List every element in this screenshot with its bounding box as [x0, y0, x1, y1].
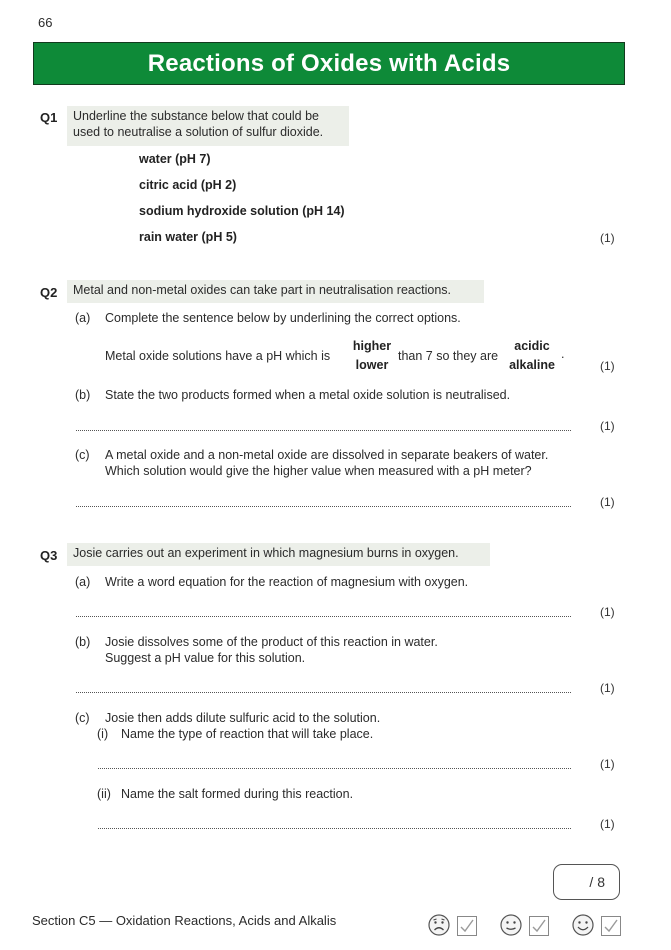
tick-box-icon	[458, 917, 476, 935]
q1-prompt-line1: Underline the substance below that could be	[73, 109, 319, 123]
q3b-label: (b)	[75, 635, 91, 649]
q2c-text-line1: A metal oxide and a non-metal oxide are dissolved in separate beakers of water.	[105, 448, 549, 462]
q2b-text: State the two products formed when a metal oxide solution is neutralised.	[105, 388, 511, 402]
q2b-mark: (1)	[600, 419, 615, 433]
q2c-text-line2: Which solution would give the higher value when measured with a pH meter?	[105, 464, 532, 478]
q2a-choice-group-1	[348, 337, 396, 375]
footer-section-title: Section C5 — Oxidation Reactions, Acids and Alkalis	[32, 913, 337, 928]
q1-option-1[interactable]: water (pH 7)	[139, 152, 211, 166]
score-total: / 8	[589, 874, 605, 890]
q2c-mark: (1)	[600, 495, 615, 509]
q2a-choice-alkaline[interactable]: alkaline	[509, 358, 555, 372]
q3ci-label: (i)	[97, 727, 109, 741]
page-title: Reactions of Oxides with Acids	[147, 49, 511, 77]
q3a-label: (a)	[75, 575, 91, 589]
q2a-choice-higher[interactable]: higher	[352, 339, 392, 353]
q3c-label: (c)	[75, 711, 90, 725]
q2a-label: (a)	[75, 311, 91, 325]
q2a-sentence-mid: than 7 so they are	[398, 349, 499, 363]
q1-prompt-line2: used to neutralise a solution of sulfur dioxide.	[73, 125, 324, 139]
q3a-answer-line[interactable]	[76, 616, 571, 617]
q3b-text-line2: Suggest a pH value for this solution.	[105, 651, 306, 665]
q1-number: Q1	[40, 110, 58, 125]
q2-number: Q2	[40, 285, 58, 300]
q3b-text-line1: Josie dissolves some of the product of this reaction in water.	[105, 635, 438, 649]
q3cii-label: (ii)	[97, 787, 111, 801]
q2a-choice-acidic[interactable]: acidic	[514, 339, 550, 353]
q3cii-text: Name the salt formed during this reaction.	[121, 787, 354, 801]
q1-mark: (1)	[600, 231, 615, 245]
q3b-mark: (1)	[600, 681, 615, 695]
q3ci-mark: (1)	[600, 757, 615, 771]
q2a-mark: (1)	[600, 359, 615, 373]
tick-box-icon	[602, 917, 620, 935]
tick-box-icon	[530, 917, 548, 935]
score-box	[553, 864, 620, 900]
q1-option-3[interactable]: sodium hydroxide solution (pH 14)	[139, 204, 345, 218]
q3a-text: Write a word equation for the reaction of magnesium with oxygen.	[105, 575, 469, 589]
q2c-answer-line[interactable]	[76, 506, 571, 507]
q3cii-mark: (1)	[600, 817, 615, 831]
q3cii-answer-line[interactable]	[98, 828, 571, 829]
q3-number: Q3	[40, 548, 58, 563]
tick-box-2[interactable]	[529, 916, 549, 936]
q2b-label: (b)	[75, 388, 91, 402]
q2a-sentence-start: Metal oxide solutions have a pH which is	[105, 349, 331, 363]
q3ci-text: Name the type of reaction that will take place.	[121, 727, 374, 741]
page-number: 66	[38, 15, 53, 30]
q2b-answer-line[interactable]	[76, 430, 571, 431]
q1-prompt	[67, 106, 349, 146]
q3c-text: Josie then adds dilute sulfuric acid to the solution.	[105, 711, 381, 725]
q2a-text: Complete the sentence below by underlining the correct options.	[105, 311, 461, 325]
q3ci-answer-line[interactable]	[98, 768, 571, 769]
tick-box-3[interactable]	[601, 916, 621, 936]
happy-face-icon	[572, 914, 594, 936]
title-banner	[33, 42, 625, 85]
q2a-sentence-end: .	[561, 347, 565, 361]
q3-prompt: Josie carries out an experiment in which magnesium burns in oxygen.	[67, 543, 490, 566]
q2a-choice-lower[interactable]: lower	[355, 358, 389, 372]
sad-face-icon	[428, 914, 450, 936]
q1-option-2[interactable]: citric acid (pH 2)	[139, 178, 237, 192]
q1-option-4[interactable]: rain water (pH 5)	[139, 230, 237, 244]
tick-box-1[interactable]	[457, 916, 477, 936]
neutral-face-icon	[500, 914, 522, 936]
q3a-mark: (1)	[600, 605, 615, 619]
q2c-label: (c)	[75, 448, 90, 462]
q2a-choice-group-2	[504, 337, 560, 375]
q2-prompt: Metal and non-metal oxides can take part in neutralisation reactions.	[67, 280, 484, 303]
q3b-answer-line[interactable]	[76, 692, 571, 693]
